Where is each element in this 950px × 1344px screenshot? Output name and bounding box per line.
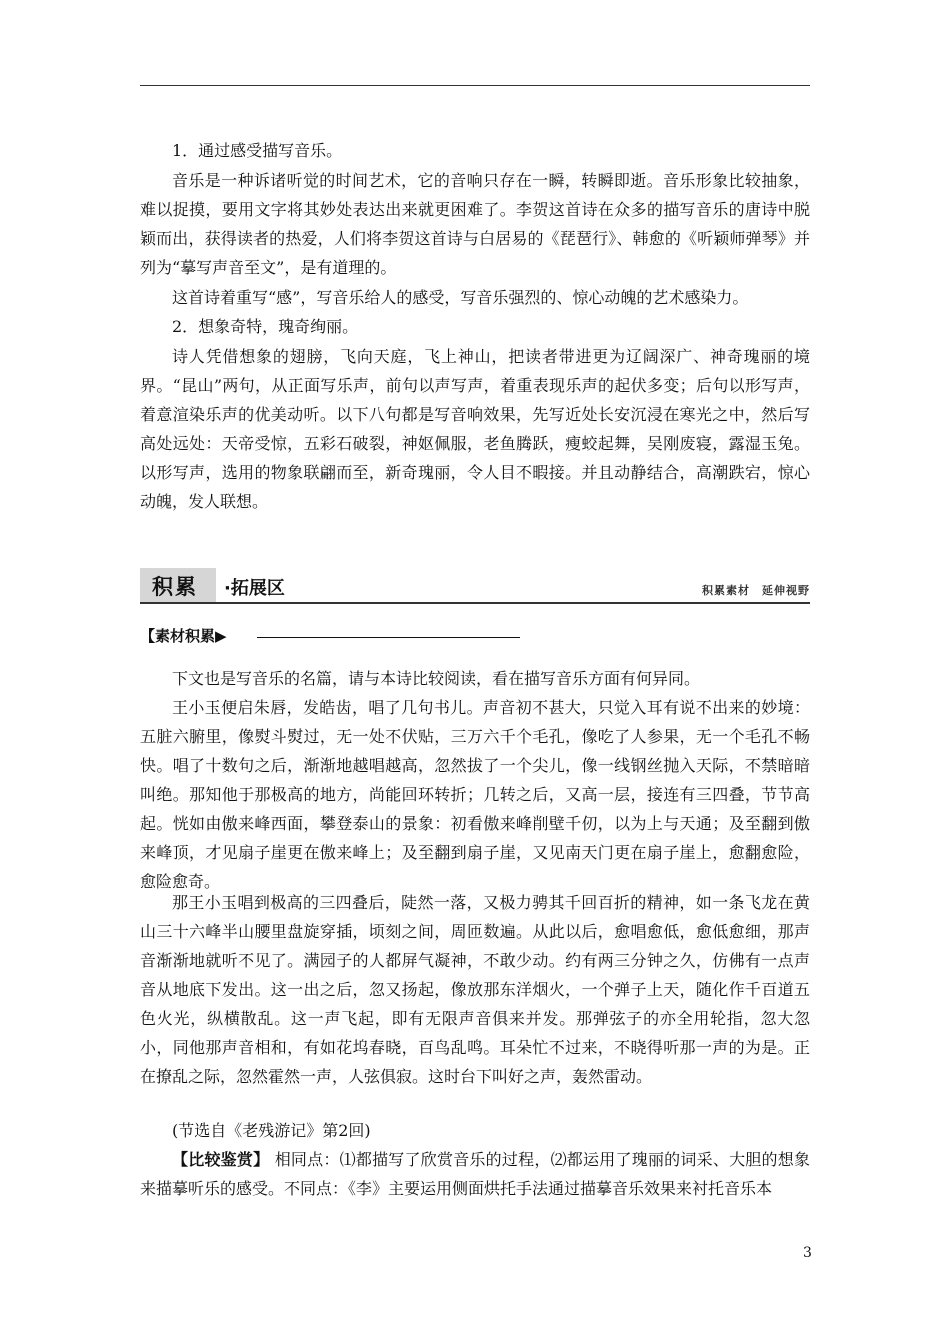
- heading-2: 2．想象奇特，瑰奇绚丽。: [172, 317, 359, 336]
- material-paragraph-1: 王小玉便启朱唇，发皓齿，唱了几句书儿。声音初不甚大，只觉入耳有说不出来的妙境：五脏六腑里，像熨斗熨过，无一处不伏贴，三万六千个毛孔，像吃了人参果，无一个毛孔不畅快。唱了十数句之后，渐渐地越唱越高，忽然拔了一个尖儿，像一线钢丝抛入天际，不禁暗暗叫绝。那知他于那极高的地方，尚能回环转折；几转之后，又高一层，接连有三四叠，节节高起。恍如由傲来峰西面，攀登泰山的景象：初看傲来峰削壁千仞，以为上与天通；及至翻到傲来峰顶，才见扇子崖更在傲来峰上；及至翻到扇子崖，又见南天门更在扇子崖上，愈翻愈险，愈险愈奇。: [140, 698, 810, 891]
- paragraph-music-art: 音乐是一种诉诸听觉的时间艺术，它的音响只存在一瞬，转瞬即逝。音乐形象比较抽象，难以捉摸，要用文字将其妙处表达出来就更困难了。李贺这首诗在众多的描写音乐的唐诗中脱颖而出，获得读者的热爱，人们将李贺这首诗与白居易的《琵琶行》、韩愈的《听颖师弹琴》并列为“摹写声音至文”，是有道理的。: [140, 171, 810, 277]
- paragraph-feeling: 这首诗着重写“感”，写音乐给人的感受，写音乐强烈的、惊心动魄的艺术感染力。: [172, 288, 749, 307]
- material-header: 【素材积累▶: [140, 627, 227, 645]
- banner-title: 积累: [152, 575, 198, 599]
- material-paragraph-2: 那王小玉唱到极高的三四叠后，陡然一落，又极力骋其千回百折的精神，如一条飞龙在黄山三十六峰半山腰里盘旋穿插，顷刻之间，周匝数遍。从此以后，愈唱愈低，愈低愈细，那声音渐渐地就听不见了。满园子的人都屏气凝神，不敢少动。约有两三分钟之久，仿佛有一点声音从地底下发出。这一出之后，忽又扬起，像放那东洋烟火，一个弹子上天，随化作千百道五色火光，纵横散乱。这一声飞起，即有无限声音俱来并发。那弹弦子的亦全用轮指，忽大忽小，同他那声音相和，有如花坞春晓，百鸟乱鸣。耳朵忙不过来，不晓得听那一声的为是。正在撩乱之际，忽然霍然一声，人弦俱寂。这时台下叫好之声，轰然雷动。: [140, 893, 810, 1086]
- material-header-line: [257, 637, 520, 638]
- paragraph-imagination: 诗人凭借想象的翅膀，飞向天庭，飞上神山，把读者带进更为辽阔深广、神奇瑰丽的境界。“昆山”两句，从正面写乐声，前句以声写声，着重表现乐声的起伏多变；后句以形写声，着意渲染乐声的优美动听。以下八句都是写音响效果，先写近处长安沉浸在寒光之中，然后写高处远处：天帝受惊，五彩石破裂，神妪佩服，老鱼腾跃，瘦蛟起舞，吴刚废寝，露湿玉兔。以形写声，选用的物象联翩而至，新奇瑰丽，令人目不暇接。并且动静结合，高潮跌宕，惊心动魄，发人联想。: [140, 347, 810, 511]
- page-number: 3: [803, 1245, 812, 1261]
- comparison-paragraph: [140, 1145, 810, 1203]
- banner-right-text: 积累素材 延伸视野: [702, 584, 810, 597]
- header-rule: [140, 85, 810, 86]
- banner-rule: [140, 602, 810, 604]
- section-banner: [140, 568, 810, 603]
- source-note: (节选自《老残游记》第2回): [172, 1121, 371, 1140]
- heading-1: 1．通过感受描写音乐。: [172, 141, 343, 160]
- comparison-text: 相同点：⑴都描写了欣赏音乐的过程，⑵都运用了瑰丽的词采、大胆的想象来描摹听乐的感受。不同点：《李》主要运用侧面烘托手法通过描摹音乐效果来衬托音乐本: [140, 1150, 810, 1198]
- banner-subtitle: ·拓展区: [224, 578, 285, 599]
- comparison-label: 【比较鉴赏】: [172, 1150, 270, 1169]
- material-intro: 下文也是写音乐的名篇，请与本诗比较阅读，看在描写音乐方面有何异同。: [172, 669, 701, 688]
